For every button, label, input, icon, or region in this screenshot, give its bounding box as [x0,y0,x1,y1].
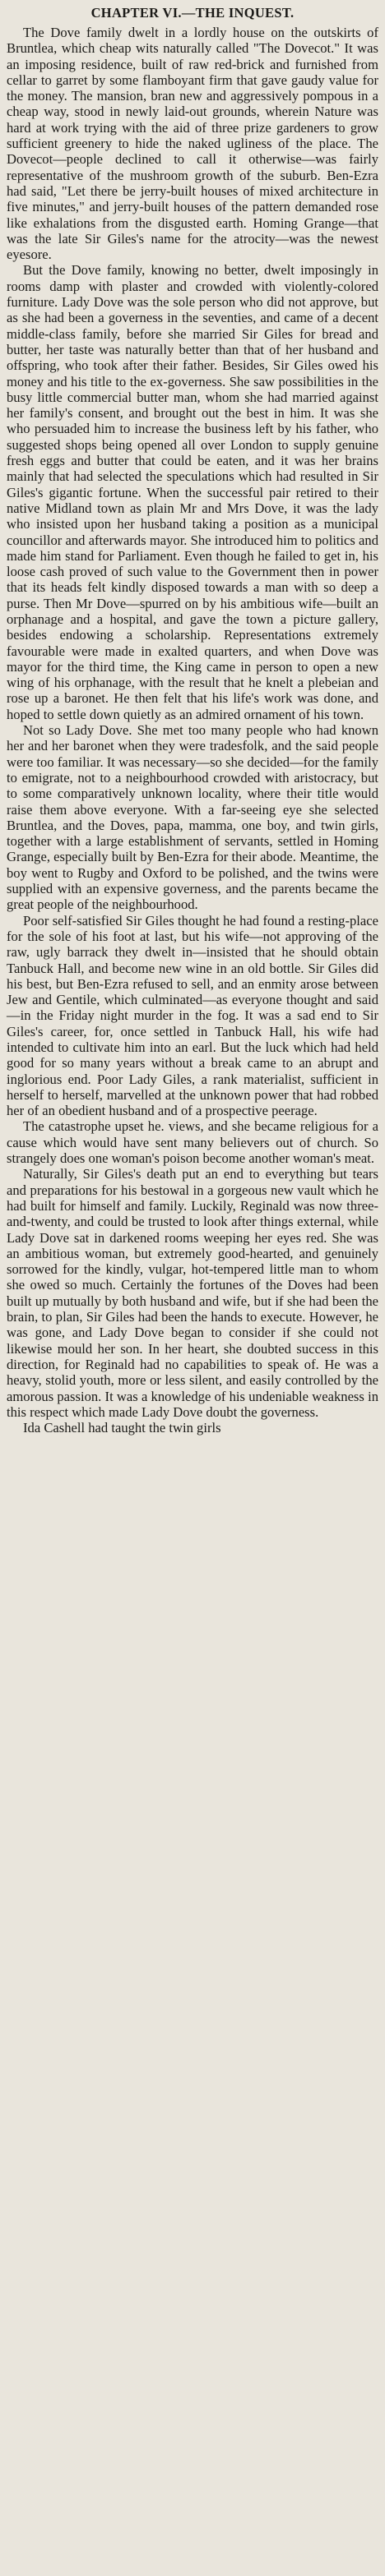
paragraph-dove-family: But the Dove family, knowing no better, dwelt imposingly in rooms damp with plaster and crowded with violently-colored furniture. Lady Dove was the sole person who did not approve, but as she had been a governess in the seventies, and came of a decent middle-class family, before she married Sir Giles for bread and butter, her taste was naturally better than that of her husband and offspring, who took after their father. Besides, Sir Giles owed his money and his title to the ex-governess. She saw possibilities in the busy little commercial butter man, whom she had married against her family's consent, and brought out the best in him. It was she who persuaded him to increase the business left by his father, who suggested shops being opened all over London to supply genuine fresh eggs and butter that could be eaten, and it was her brains mainly that had selected the speculations which had resulted in Sir Giles's gigantic fortune. When the successful pair retired to their native Midland town as plain Mr and Mrs Dove, it was the lady who insisted upon her husband taking a position as a municipal councillor and afterwards mayor. She introduced him to politics and made him stand for Parliament. Even though he failed to get in, his loose cash proved of such value to the Government then in power that its heads felt kindly disposed towards a man with so deep a purse. Then Mr Dove—spurred on by his ambitious wife—built an orphanage and a hospital, and gave the town a picture gallery, besides endowing a scholarship. Representations extremely favourable were made in exalted quarters, and when Dove was mayor for the third time, the King came in person to open a new wing of his orphanage, with the result that he knelt a plebeian and rose up a baronet. He then felt that his life's work was done, and hoped to settle down quietly as an admired ornament of his town. [7,262,378,722]
paragraph-catastrophe: The catastrophe upset he. views, and she became religious for a cause which would have sent many believers out of church. So strangely does one woman's poison become another woman's meat. [7,1118,378,1167]
paragraph-lady-dove: Not so Lady Dove. She met too many people who had known her and her baronet when they were tradesfolk, and the said people were too familiar. It was necessary—so she decided—for the family to emigrate, not to a neighbourhood crowded with aristocracy, but to some comparatively unknown locality, where their title would raise them above everyone. With a far-seeing eye she selected Bruntlea, and the Doves, papa, mamma, one boy, and twin girls, together with a large establishment of servants, settled in Homing Grange, especially built by Ben-Ezra for their abode. Meantime, the boy went to Rugby and Oxford to be polished, and the twins were supplied with an expensive governess, and the parents became the great people of the neighbourhood. [7,722,378,913]
paragraph-sir-giles: Poor self-satisfied Sir Giles thought he had found a resting-place for the sole of his foot at last, but his wife—not approving of the raw, ugly barrack they dwelt in—insisted that he should obtain Tanbuck Hall, and become new wine in an old bottle. Sir Giles did his best, but Ben-Ezra refused to sell, and an enmity arose between Jew and Gentile, which culminated—as everyone thought and said—in the Friday night murder in the fog. It was a sad end to Sir Giles's career, for, once settled in Tanbuck Hall, his wife had intended to cultivate him into an earl. But the luck which had held good for so many years without a break came to an abrupt and inglorious end. Poor Lady Giles, a rank materialist, sufficient in herself to herself, marvelled at the unknown power that had robbed her of an obedient husband and of a prospective peerage. [7,912,378,1119]
paragraph-death: Naturally, Sir Giles's death put an end to everything but tears and preparations for his bestowal in a gorgeous new vault which he had built for himself and family. Luckily, Reginald was now three-and-twenty, and could be trusted to look after things external, while Lady Dove sat in darkened rooms weeping her eyes red. She was an ambitious woman, but extremely good-hearted, and genuinely sorrowed for the kindly, vulgar, hot-tempered little man to whom she owed so much. Certainly the fortunes of the Doves had been built up mutually by both husband and wife, but if she had been the brain, to plan, Sir Giles had been the hands to execute. However, he was gone, and Lady Dove began to consider if she could not likewise mould her son. In her heart, she doubted success in this direction, for Reginald had no capabilities to speak of. He was a heavy, stolid youth, more or less silent, and easily controlled by the amorous passion. It was a knowledge of his undeniable weakness in this respect which made Lady Dove doubt the governess. [7,1166,378,1420]
paragraph-ida-cashell: Ida Cashell had taught the twin girls [23,1420,221,1436]
chapter-heading: CHAPTER VI.—THE INQUEST. [90,5,295,21]
paragraph-dovecot: The Dove family dwelt in a lordly house on the outskirts of Bruntlea, which cheap wits naturally called "The Dovecot." It was an imposing residence, built of raw red-brick and furnished from cellar to garret by some flamboyant firm that gave gaudy value for the money. The mansion, bran new and aggressively pompous in a cheap way, stood in newly laid-out grounds, wherein Nature was hard at work trying with the aid of three prize gardeners to grow sufficient greenery to hide the naked ugliness of the place. The Dovecot—people declined to call it otherwise—was fairly representative of the mushroom growth of the suburb. Ben-Ezra had said, "Let there be jerry-built houses of mixed architecture in five minutes," and jerry-built houses of the pattern demanded rose like exhalations from the disgusted earth. Homing Grange—that was the late Sir Giles's name for the atrocity—was the newest eyesore. [7,25,378,263]
